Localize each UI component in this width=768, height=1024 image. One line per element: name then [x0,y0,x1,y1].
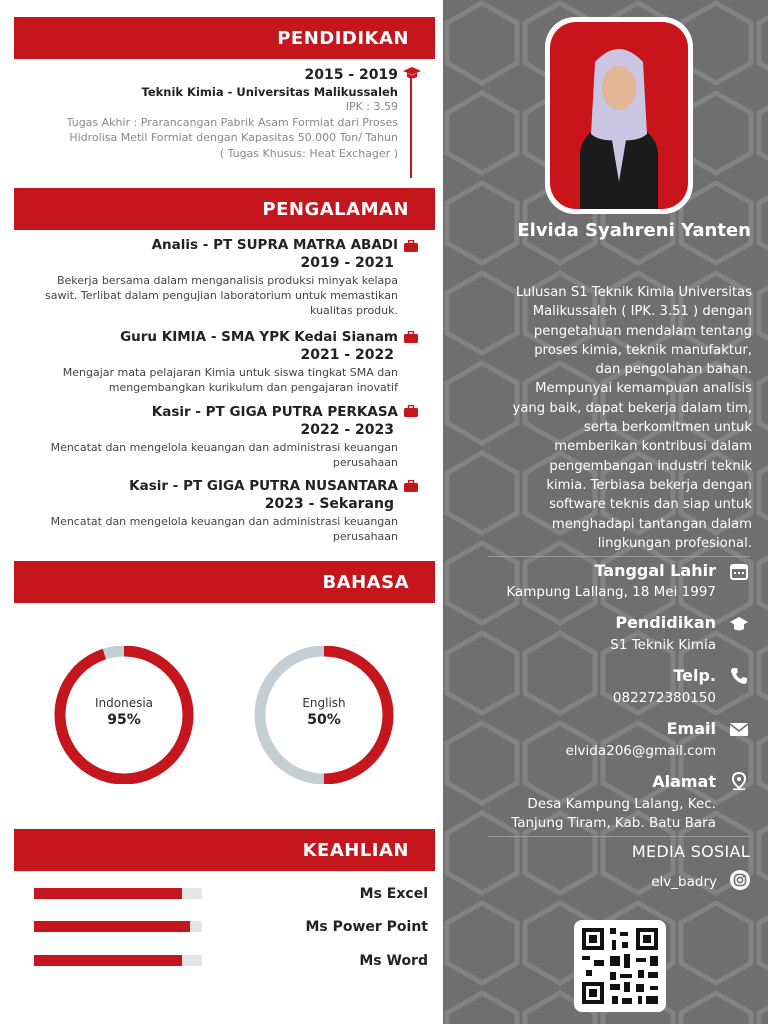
qr-code[interactable] [574,920,666,1012]
education-gpa: IPK : 3.59 [345,100,398,113]
briefcase-icon [404,240,418,252]
calendar-icon [730,562,748,580]
location-pin-icon [730,772,748,790]
education-years: 2015 - 2019 [304,67,398,83]
education-timeline [410,78,412,178]
graduation-cap-icon [403,66,421,80]
job-years: 2019 - 2021 [300,255,394,271]
experience-entry [14,478,398,544]
job-title: Analis - PT SUPRA MATRA ABADI [151,237,398,253]
email-value[interactable]: elvida206@gmail.com [565,743,716,759]
instagram-icon[interactable] [730,870,750,890]
job-title: Kasir - PT GIGA PUTRA NUSANTARA [129,478,398,494]
language-percent: 50% [307,712,341,728]
skill-bar-fill [34,921,190,932]
graduation-cap-icon [730,615,748,633]
profile-photo [550,22,688,209]
education-thesis-line: Hidrolisa Metil Formiat dengan Kapasitas 50.000 Ton/ Tahun [69,131,398,144]
skill-name: Ms Excel [359,886,428,902]
job-years: 2022 - 2023 [300,422,394,438]
education-label: Pendidikan [615,613,716,632]
skill-bar [34,921,202,932]
birth-value: Kampung Lallang, 18 Mei 1997 [506,584,716,600]
briefcase-icon [404,331,418,343]
profile-name: Elvida Syahreni Yanten [517,220,751,241]
social-media-heading: MEDIA SOSIAL [631,842,750,861]
language-ring-indonesia [51,646,197,784]
experience-entry [14,237,398,318]
section-banner-skills: KEAHLIAN [14,829,435,871]
skill-bar-fill [34,955,182,966]
job-years: 2021 - 2022 [300,347,394,363]
job-title: Kasir - PT GIGA PUTRA PERKASA [151,404,398,420]
language-name: Indonesia [94,696,154,710]
birth-label: Tanggal Lahir [594,561,716,580]
address-value: Desa Kampung Lalang, Kec. Tanjung Tiram, Kab. Batu Bara [511,796,716,831]
instagram-handle[interactable]: elv_badry [651,874,717,890]
phone-label: Telp. [673,666,716,685]
skill-bar-fill [34,888,182,899]
phone-value[interactable]: 082272380150 [612,690,716,706]
skill-name: Ms Word [359,953,428,969]
job-description: Mencatat dan mengelola keuangan dan administrasi keuangan perusahaan [50,515,398,543]
education-value: S1 Teknik Kimia [610,637,716,653]
divider [488,556,750,557]
skill-bar [34,888,202,899]
phone-icon [730,667,748,685]
mail-icon [730,720,748,738]
education-thesis-line: ( Tugas Khusus: Heat Exchager ) [219,146,398,160]
education-thesis-line: Tugas Akhir : Prarancangan Pabrik Asam Formiat dari Proses [66,115,398,129]
job-description: Mencatat dan mengelola keuangan dan administrasi keuangan perusahaan [50,441,398,469]
language-name: English [302,696,346,710]
briefcase-icon [404,405,418,417]
education-school: Teknik Kimia - Universitas Malikussaleh [141,85,398,99]
language-percent: 95% [107,712,141,728]
job-title: Guru KIMIA - SMA YPK Kedai Sianam [120,329,398,345]
address-label: Alamat [652,772,716,791]
section-banner-education: PENDIDIKAN [14,17,435,59]
job-description: Mengajar mata pelajaran Kimia untuk siswa tingkat SMA dan mengembangkan kurikulum dan pengajaran inovatif [62,366,398,394]
briefcase-icon [404,480,418,492]
language-ring-english [251,646,397,784]
skill-name: Ms Power Point [305,919,428,935]
divider [488,836,750,837]
job-years: 2023 - Sekarang [264,496,394,512]
section-banner-experience: PENGALAMAN [14,188,435,230]
skill-bar [34,955,202,966]
job-description: Bekerja bersama dalam menganalisis produksi minyak kelapa sawit. Terlibat dalam pengujian laboratorium untuk memastikan kualitas produk. [45,274,398,317]
experience-entry [14,404,398,470]
email-label: Email [666,719,716,738]
profile-summary: Lulusan S1 Teknik Kimia Universitas Malikussaleh ( IPK. 3.51 ) dengan pengetahuan mendalam tentang proses kimia, teknik manufaktur, dan pengolahan bahan. Mempunyai kemampuan analisis yang baik, dapat bekerja dalam tim, serta berkomitmen untuk memberikan kontribusi dalam pengembangan industri teknik kimia. Terbiasa bekerja dengan software teknis dan siap untuk menghadapi tantangan dalam lingkungan profesional. [512,285,752,551]
experience-entry [14,329,398,395]
section-banner-language: BAHASA [14,561,435,603]
education-entry [20,67,398,161]
